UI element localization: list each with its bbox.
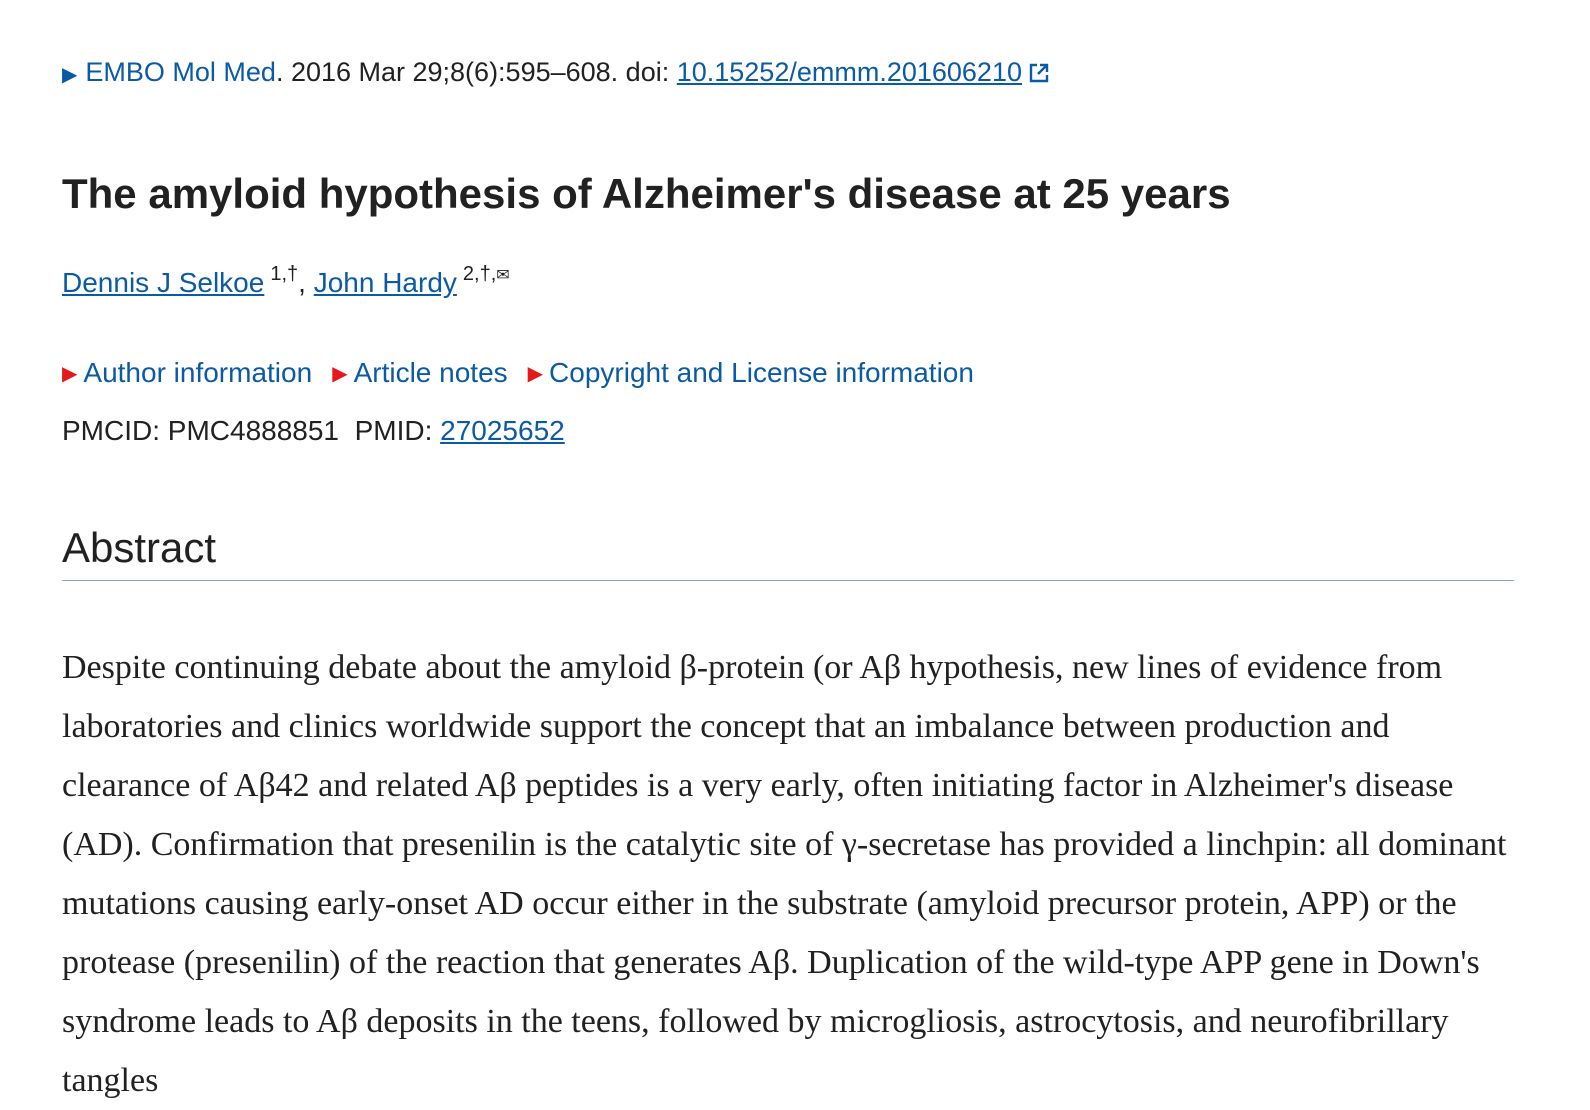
author-affiliation: 2,†, xyxy=(462,263,497,285)
author-affiliation: 1,† xyxy=(270,263,299,285)
author-affiliation-group xyxy=(463,263,510,285)
author-list xyxy=(62,262,510,304)
envelope-icon[interactable]: ✉ xyxy=(496,267,510,284)
author-information-label: Author information xyxy=(83,357,313,388)
pmcid: PMCID: PMC4888851 xyxy=(62,415,340,446)
expand-triangle-icon: ▶ xyxy=(62,363,78,385)
citation-line xyxy=(62,52,1050,95)
article-title: The amyloid hypothesis of Alzheimer's disease at 25 years xyxy=(62,170,1231,217)
pmid-link[interactable]: 27025652 xyxy=(440,415,565,446)
article-notes-toggle[interactable] xyxy=(332,357,507,388)
expand-triangle-icon: ▶ xyxy=(527,363,544,385)
pmid-label: PMID: xyxy=(354,415,441,446)
article-identifiers xyxy=(62,410,565,452)
author-separator: , xyxy=(298,267,306,298)
copyright-license-label: Copyright and License information xyxy=(549,357,974,388)
doi-link[interactable]: 10.15252/emmm.201606210 xyxy=(676,57,1022,87)
abstract-section-header xyxy=(62,520,1514,581)
article-notes-label: Article notes xyxy=(353,357,508,388)
abstract-heading: Abstract xyxy=(62,524,217,571)
citation-details: . 2016 Mar 29;8(6):595–608. doi: xyxy=(275,57,677,87)
journal-link[interactable]: EMBO Mol Med xyxy=(85,57,276,87)
abstract-text: Despite continuing debate about the amyloid β-protein (or Aβ hypothesis, new lines of evidence from laboratories and clinics worldwide support the concept that an imbalance between production and clearance of Aβ42 and related Aβ peptides is a very early, often initiating factor in Alzheimer's disease (AD). Confirmation that presenilin is the catalytic site of γ-secretase has provided a linchpin: all dominant mutations causing early-onset AD occur either in the substrate (amyloid precursor protein, APP) or the protease (presenilin) of the reaction that generates Aβ. Duplication of the wild-type APP gene in Down's syndrome leads to Aβ deposits in the teens, followed by microgliosis, astrocytosis, and neurofibrillary tangles xyxy=(62,649,1507,1099)
expand-triangle-icon: ▶ xyxy=(332,363,348,385)
article-info-expanders xyxy=(62,352,994,395)
author-information-toggle[interactable] xyxy=(62,357,312,388)
author-link[interactable]: Dennis J Selkoe xyxy=(62,267,265,298)
copyright-license-toggle[interactable] xyxy=(528,357,974,388)
external-link-icon[interactable] xyxy=(1028,55,1050,95)
author-link[interactable]: John Hardy xyxy=(313,267,457,298)
expand-triangle-icon[interactable]: ▶ xyxy=(62,64,78,86)
